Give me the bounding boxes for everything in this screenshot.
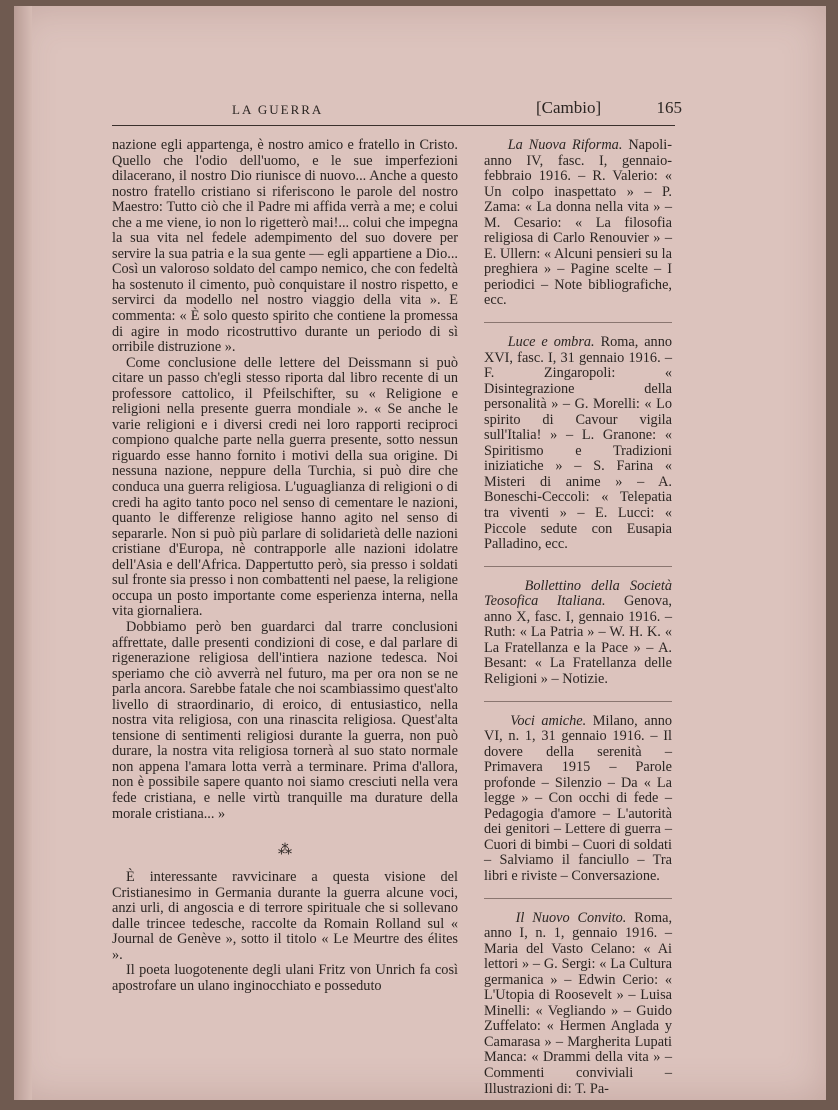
paragraph: Come conclusione delle lettere del Deissmann si può citare un passo ch'egli stesso riporta dal libro recente di un professore cattolico, il Pfeilschifter, su « Religione e religioni nella presente guerra mondiale ». « Se anche le varie religioni e i diversi credi nei loro rapporti reciproci compiono qualche parte nella guerra presente, sotto nessun riguardo esse hanno fornito i motivi della sua origine. Di nessuna nazione, neppure della Turchia, si può dire che conduca una guerra religiosa. L'uguaglianza di religioni o di credi ha agito tanto poco nel senso di cementare le nazioni, quanto le differenze religiose hanno agito nel senso di separarle. Non si può più parlare di solidarietà delle nazioni cristiane d'Europa, nè contrapporle alle nazioni idolatre dell'Asia e dell'Africa. Dappertutto però, sia presso i soldati sul fronte sia presso i non combattenti nel paese, la religione occupa un posto importante come esperienza interna, nella vita giornaliera. — [112, 354, 458, 620]
running-header — [232, 98, 682, 124]
periodical-title: Voci amiche. — [510, 712, 587, 729]
periodical-title: Luce e ombra. — [507, 334, 595, 351]
periodical-title: Bollettino della Società Teosofica Italiana. — [484, 577, 673, 610]
paragraph: È interessante ravvicinare a questa visione del Cristianesimo in Germania durante la guerra alcune voci, anzi urli, di angoscia e di terrore spirituale che si sollevano dalle trincee tedesche, raccolte da Romain Rolland sul « Journal de Genève », sotto il titolo « Le Meurtre des élites ». — [112, 869, 458, 963]
review-entry — [484, 714, 672, 885]
periodical-title: La Nuova Riforma. — [507, 137, 623, 153]
entry-divider — [484, 701, 672, 702]
book-spine-edge — [14, 6, 32, 1100]
right-column-reviews — [484, 138, 672, 1110]
paragraph: nazione egli appartenga, è nostro amico e fratello in Cristo. Quello che l'odio dell'uomo, e le sue imperfezioni dilacerano, il nostro Dio riunisce di nuovo... Anche a questo nostro fratello cristiano si riferiscono le parole del nostro Maestro: Tutto ciò che il Padre mi affida verrà a me; e colui che a me viene, io non lo rigetterò mai!... colui che impegna la sua vita nel fedele adempimento del suo dovere per servire la sua patria e la sua gente — egli appartiene a Dio... Così un valoroso soldato del campo nemico, che con fedeltà ha sostenuto il cimento, può conquistare il nostro rispetto, e servirci da modello nel nostro viaggio della vita ». E commenta: « È solo questo spirito che contiene la promessa di agire in modo ricostruttivo durante un periodo di sì orribile distruzione ». — [112, 137, 458, 356]
review-entry — [484, 138, 672, 309]
entry-body: Napoli-anno IV, fasc. I, gennaio-febbraio 1916. – R. Valerio: « Un colpo inaspettato » – P. Zama: « La donna nella vita » – M. Cesario: « La filosofia religiosa di Carlo Renouvier » – E. Ullern: « Alcuni pensieri su la preghiera » – Pagine scelte – I periodici – Note bibliografiche, ecc. — [484, 137, 673, 309]
paragraph: Il poeta luogotenente degli ulani Fritz von Unrich fa così apostrofare un ulano inginocchiato e posseduto — [112, 962, 458, 994]
section-label: [Cambio] — [536, 98, 602, 117]
left-column — [112, 138, 458, 994]
page-number: 165 — [656, 98, 682, 117]
review-entry — [484, 335, 672, 553]
review-entry — [484, 911, 672, 1098]
periodical-title: Il Nuovo Convito. — [515, 909, 627, 926]
entry-divider — [484, 322, 672, 323]
entry-body: Genova, anno X, fasc. I, gennaio 1916. – Ruth: « La Patria » – W. H. K. « La Fratellanza e la Pace » – A. Besant: « La Fratellanza delle Religioni » – Notizie. — [484, 593, 673, 687]
entry-divider — [484, 898, 672, 899]
review-entry — [484, 579, 672, 688]
header-rule — [112, 125, 675, 126]
entry-body: Roma, anno I, n. 1, gennaio 1916. – Maria del Vasto Celano: « Ai lettori » – G. Sergi: « La Cultura germanica » – Edwin Cerio: « L'Utopia di Roosevelt » – Luisa Minelli: « Vegliando » – Guido Zuffelato: « Hermen Anglada y Camarasa » – Margherita Lupati Manca: « Drammi della vita » – Commenti conviviali – Illustrazioni di: T. Pa- — [484, 909, 673, 1097]
paragraph: Dobbiamo però ben guardarci dal trarre conclusioni affrettate, dalle presenti condizioni di cose, e dal parlare di rigenerazione religiosa dell'intiera nazione tedesca. Noi speriamo che ciò avverrà nel futuro, ma per ora non se ne parla ancora. Sarebbe fatale che noi scambiassimo quest'alto livello di straordinario, di eroico, di entusiastico, nella nostra vita religiosa, con una rinascita religiosa. Quest'alta tensione di sentimenti religiosi durante la guerra, non può durare, la nostra vita religiosa tornerà al suo stato normale non appena l'amara lotta verrà a terminare. Prima d'allora, non è possibile sapere quanto noi siamo cresciuti nella vera fede cristiana, e nelle virtù tranquille ma durature della morale cristiana... » — [112, 618, 458, 822]
entry-body: Milano, anno VI, n. 1, 31 gennaio 1916. – Il dovere della serenità – Primavera 1915 – Parole profonde – Silenzio – Da « La legge » – Con occhi di fede – Pedagogia d'amore – L'autorità dei genitori – Lettere di guerra – Cuori di bimbi – Cuori di soldati – Salviamo il fanciullo – Tra libri e riviste – Conversazione. — [484, 712, 673, 884]
running-title: LA GUERRA — [232, 102, 324, 117]
entry-body: Roma, anno XVI, fasc. I, 31 gennaio 1916. – F. Zingaropoli: « Disintegrazione della personalità » – G. Morelli: « Lo spirito di Cavour vigila sull'Italia! » – L. Granone: « Spiritismo e Tradizioni iniziatiche » – S. Farina « Misteri di anime » – A. Boneschi-Ceccoli: « Telepatia tra viventi » – E. Lucci: « Piccole sedute con Eusapia Palladino, ecc. — [484, 334, 673, 553]
section-separator: ⁂ — [278, 843, 292, 859]
entry-divider — [484, 566, 672, 567]
